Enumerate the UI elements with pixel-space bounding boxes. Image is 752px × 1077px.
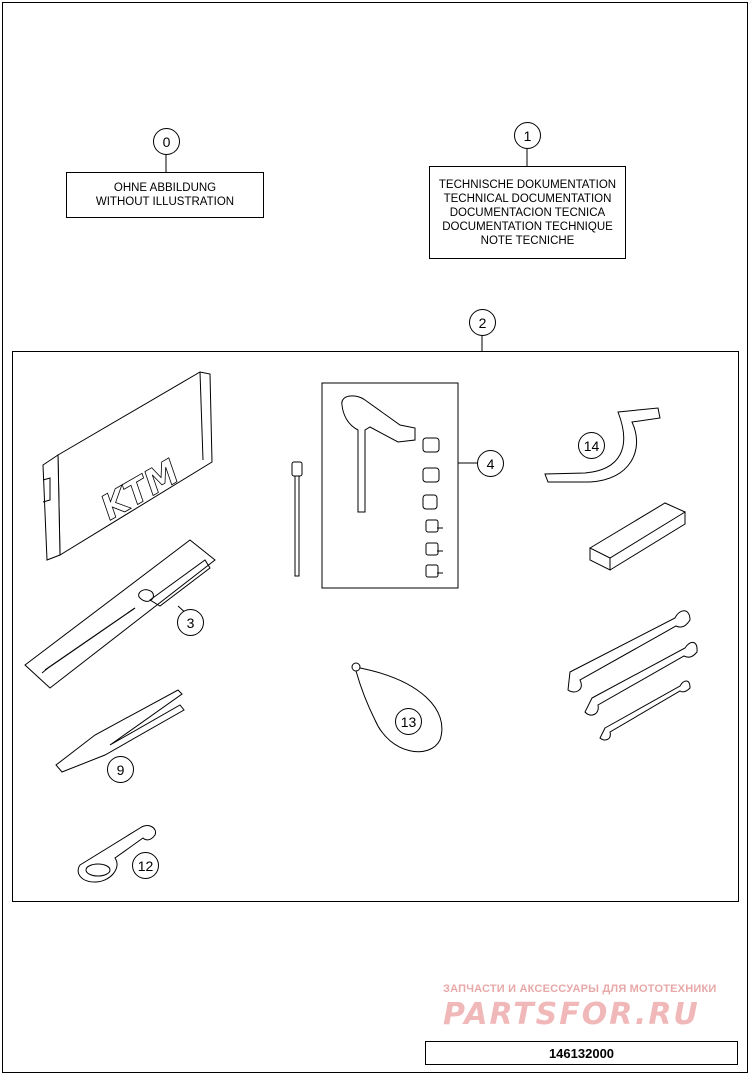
box1-line1: TECHNISCHE DOKUMENTATION [438,178,617,191]
box1-line5: NOTE TECNICHE [480,234,575,247]
part-number: 146132000 [548,1045,615,1061]
box1-line2: TECHNICAL DOCUMENTATION [443,192,612,205]
callout-3[interactable]: 3 [177,609,204,636]
callout-9[interactable]: 9 [107,756,134,783]
svg-text:KTM: KTM [94,452,187,529]
callout-14[interactable]: 14 [578,432,605,459]
tool-kit-box [12,351,739,902]
box1-line3: DOCUMENTACION TECNICA [449,206,606,219]
callout-1[interactable]: 1 [514,122,541,149]
technical-documentation-box [429,166,626,259]
callout-2[interactable]: 2 [469,309,496,336]
callout-4[interactable]: 4 [477,450,504,477]
part-number-box [425,1041,738,1065]
without-illustration-box [66,172,264,218]
callout-0[interactable]: 0 [153,128,180,155]
box0-line2: WITHOUT ILLUSTRATION [95,196,235,208]
box0-line1: OHNE ABBILDUNG [113,182,217,194]
watermark-brand: PARTSFOR.RU [443,997,700,1032]
watermark-tagline: ЗАПЧАСТИ И АКСЕССУАРЫ ДЛЯ МОТОТЕХНИКИ [443,983,717,995]
callout-13[interactable]: 13 [395,708,422,735]
box1-line4: DOCUMENTATION TECHNIQUE [442,220,613,233]
callout-12[interactable]: 12 [132,852,159,879]
